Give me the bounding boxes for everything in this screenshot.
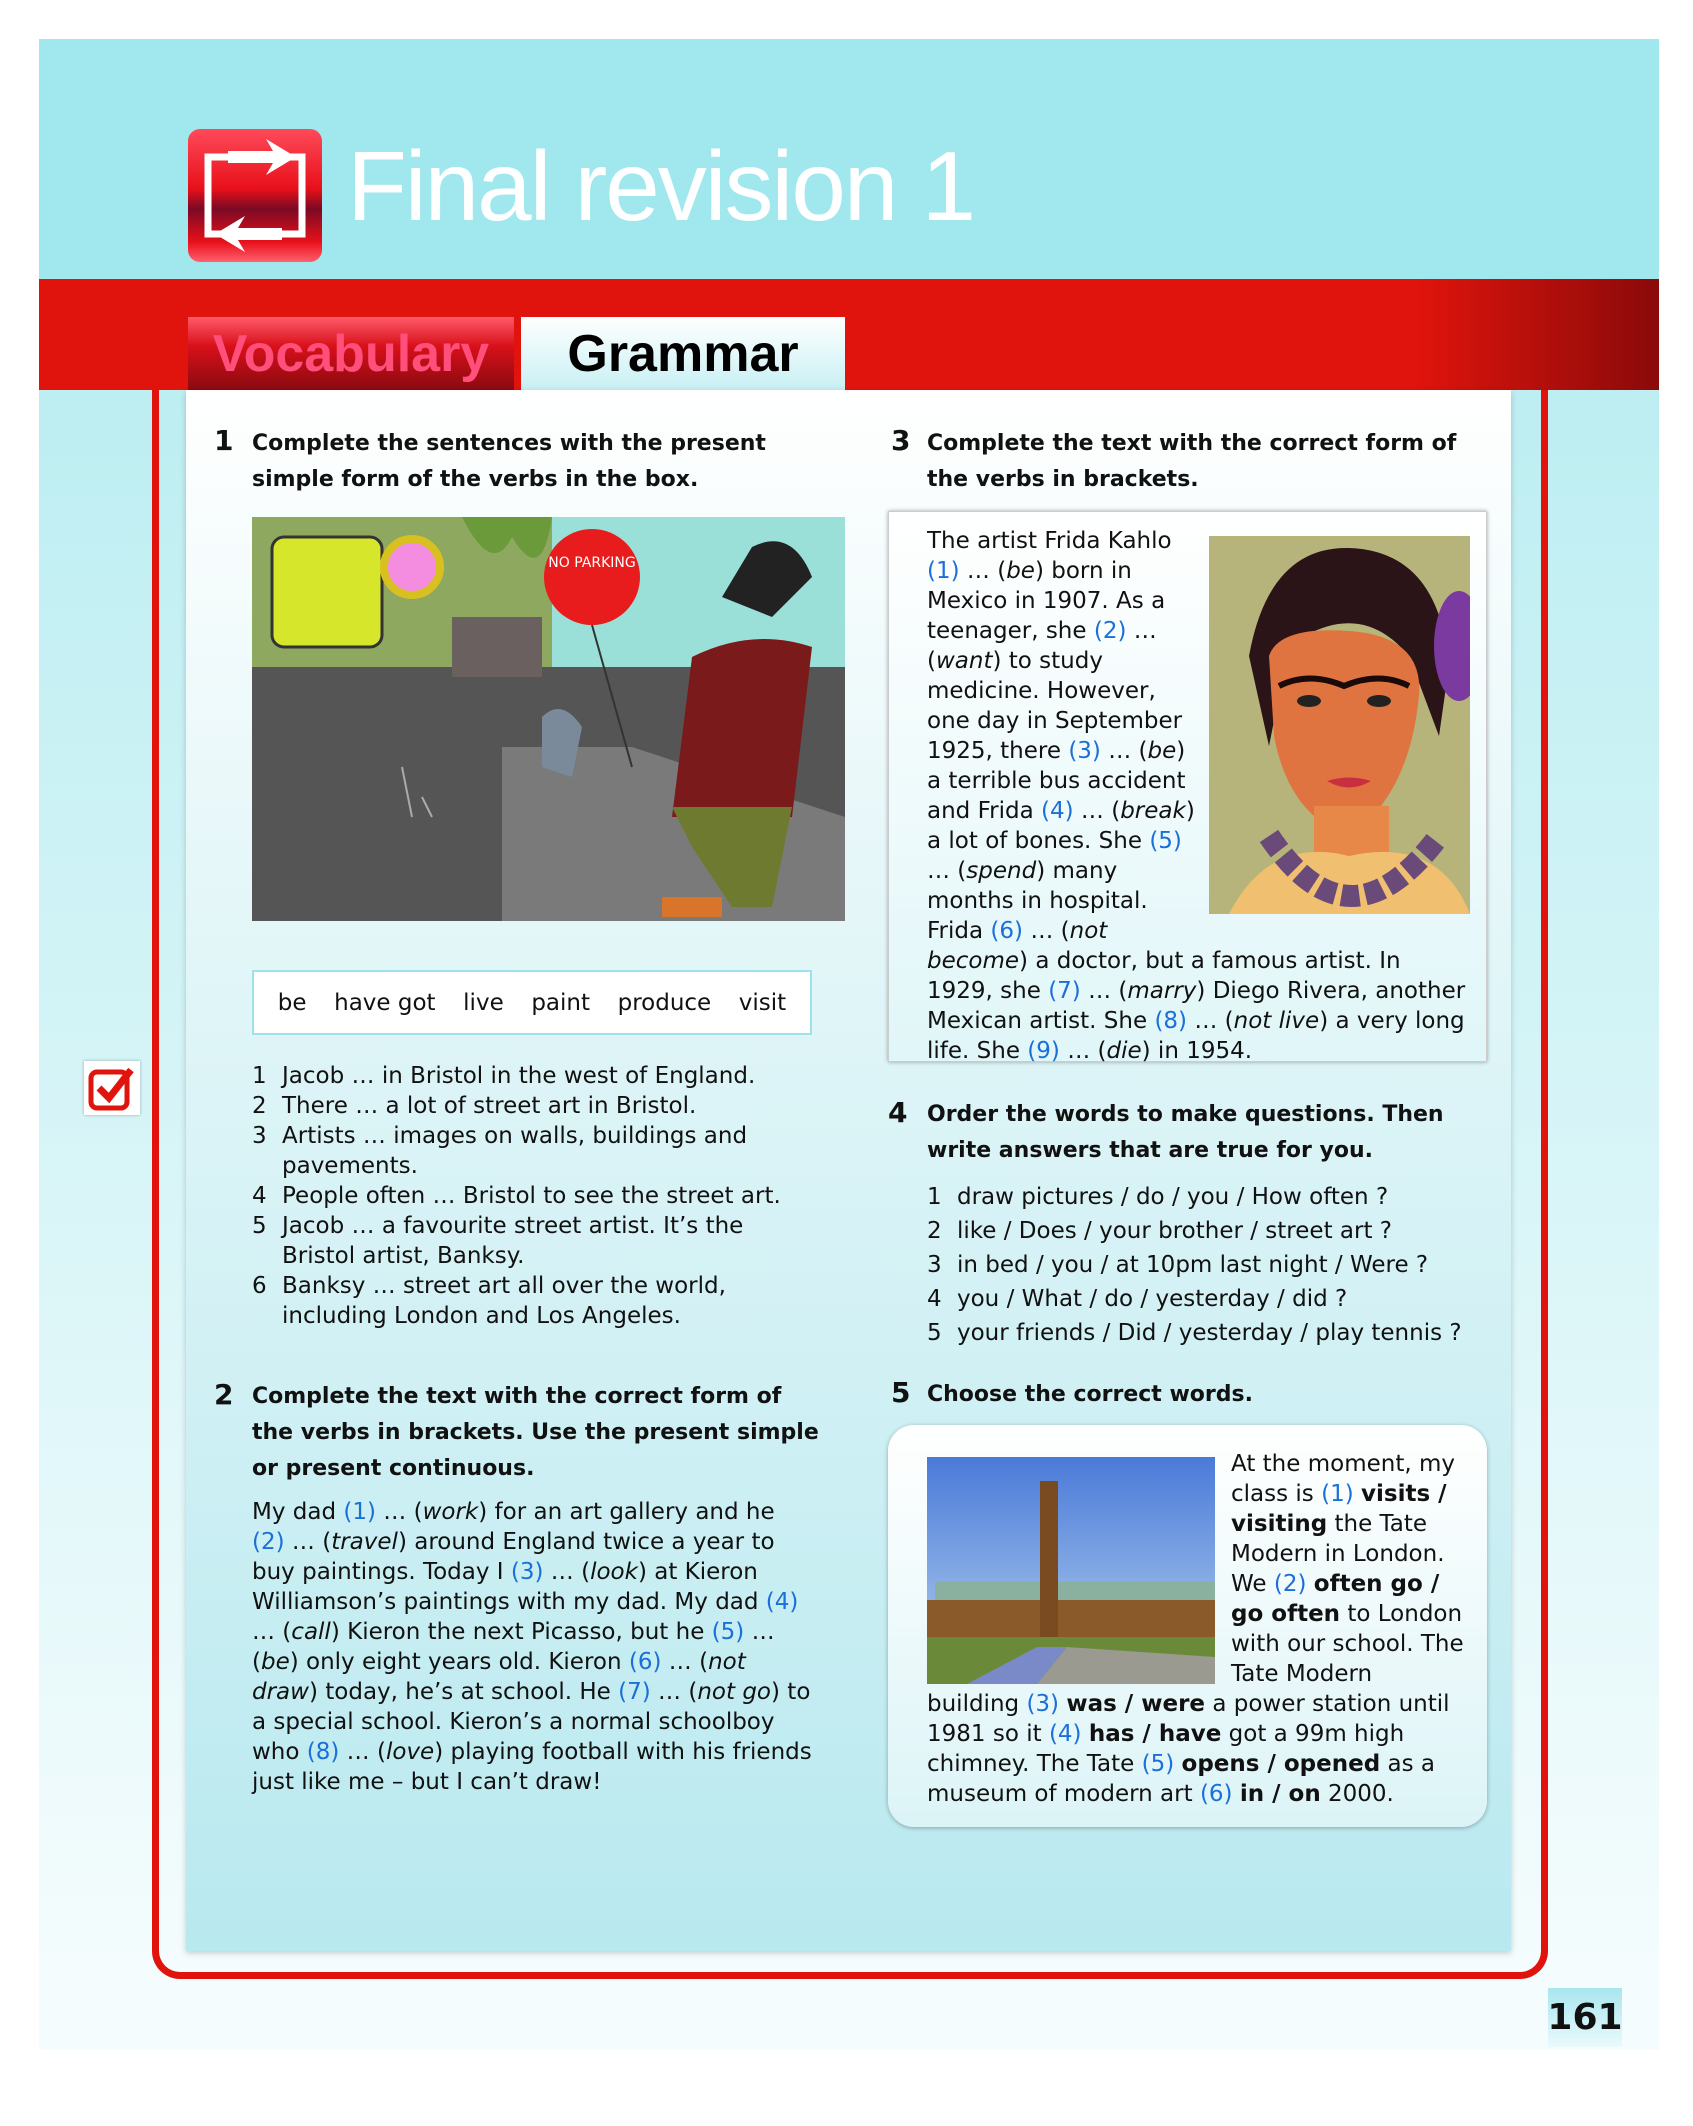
- text-segment: The artist Frida Kahlo: [927, 528, 1172, 554]
- item-text: Banksy … street art all over the world, including London and Los Angeles.: [282, 1273, 726, 1329]
- list-item: [252, 1181, 812, 1211]
- text-segment: ) a very long life. She: [927, 1008, 1465, 1064]
- text-segment: At the moment, my class is: [1231, 1451, 1455, 1507]
- exercise-4-items: [927, 1180, 1487, 1350]
- text-segment: ) at Kieron Williamson’s paintings with my dad. My dad: [252, 1559, 766, 1615]
- verb-prompt: not draw: [252, 1649, 746, 1705]
- item-number: 3: [252, 1123, 267, 1149]
- word-produce: produce: [617, 989, 712, 1016]
- text-segment: … (: [661, 1649, 709, 1675]
- text-segment: [1174, 1751, 1181, 1777]
- gap-number: (3): [1068, 738, 1101, 764]
- item-number: 1: [927, 1184, 942, 1210]
- text-segment: [1354, 1481, 1361, 1507]
- verb-prompt: be: [1147, 738, 1177, 764]
- item-text: in bed / you / at 10pm last night / Were ?: [957, 1252, 1429, 1278]
- tate-modern-text-box: [888, 1425, 1487, 1827]
- verb-prompt: travel: [331, 1529, 398, 1555]
- gap-number: (9): [1027, 1038, 1060, 1064]
- gap-number: (8): [306, 1739, 340, 1765]
- list-item: [927, 1282, 1487, 1316]
- answer-choice: has / have: [1088, 1721, 1222, 1747]
- gap-number: (4): [1041, 798, 1074, 824]
- item-number: 2: [252, 1093, 267, 1119]
- checkbox-icon: [84, 1061, 140, 1115]
- list-item: [252, 1271, 812, 1331]
- verb-prompt: love: [385, 1739, 435, 1765]
- text-segment: ) born in Mexico in 1907. As a teenager, she: [927, 558, 1166, 644]
- text-segment: [1306, 1571, 1313, 1597]
- list-item: [252, 1121, 812, 1181]
- verb-prompt: look: [590, 1559, 638, 1585]
- item-number: 6: [252, 1273, 267, 1299]
- tab-vocabulary[interactable]: Vocabulary: [188, 317, 514, 390]
- list-item: [252, 1091, 812, 1121]
- item-number: 5: [252, 1213, 267, 1239]
- page-title: Final revision 1: [347, 131, 975, 241]
- gap-number: (5): [1141, 1751, 1175, 1777]
- answer-choice: visits / visiting: [1231, 1481, 1447, 1537]
- gap-number: (4): [1048, 1721, 1082, 1747]
- verb-prompt: want: [935, 648, 993, 674]
- list-item: [927, 1180, 1487, 1214]
- text-segment: ) playing football with his friends just like me – but I can’t draw!: [252, 1739, 812, 1795]
- exercise-1-instruction: Complete the sentences with the present simple form of the verbs in the box.: [252, 431, 766, 492]
- list-item: [927, 1248, 1487, 1282]
- gap-number: (7): [618, 1679, 651, 1705]
- text-segment: to London with our school. The Tate Modern building: [927, 1601, 1464, 1717]
- text-segment: ) a doctor, but a famous artist. In 1929, she: [927, 948, 1401, 1004]
- text-segment: … (: [1059, 1038, 1107, 1064]
- item-text: you / What / do / yesterday / did ?: [957, 1286, 1348, 1312]
- text-segment: [1233, 1781, 1240, 1807]
- answer-choice: opens / opened: [1181, 1751, 1381, 1777]
- list-item: [927, 1214, 1487, 1248]
- text-segment: … (: [1023, 918, 1070, 944]
- text-segment: … (: [1073, 798, 1121, 824]
- text-segment: ) around England twice a year to buy paintings. Today I: [252, 1529, 775, 1585]
- gap-number: (7): [1048, 978, 1081, 1004]
- answer-choice: often go / go often: [1231, 1571, 1440, 1627]
- tab-grammar[interactable]: Grammar: [521, 317, 845, 390]
- text-segment: … (: [1187, 1008, 1234, 1034]
- verb-prompt: not go: [697, 1679, 772, 1705]
- word-be: be: [277, 989, 307, 1016]
- exercise-3-number: 3: [891, 424, 911, 457]
- exercise-4-instruction: Order the words to make questions. Then write answers that are true for you.: [927, 1102, 1444, 1163]
- item-text: People often … Bristol to see the street art.: [282, 1183, 781, 1209]
- exercise-2-instruction: Complete the text with the correct form of the verbs in brackets. Use the present simple or present continuous.: [252, 1384, 819, 1481]
- text-segment: … (: [927, 618, 1157, 674]
- text-segment: … (: [927, 858, 967, 884]
- text-segment: … (: [375, 1499, 423, 1525]
- word-box: [252, 970, 812, 1035]
- text-segment: … (: [543, 1559, 591, 1585]
- list-item: [252, 1061, 812, 1091]
- item-text: Jacob … in Bristol in the west of England.: [282, 1063, 756, 1089]
- verb-prompt: marry: [1127, 978, 1197, 1004]
- text-segment: … (: [252, 1619, 292, 1645]
- text-segment: ) many months in hospital. Frida: [927, 858, 1148, 944]
- text-segment: … (: [1100, 738, 1148, 764]
- text-segment: [1082, 1721, 1089, 1747]
- text-segment: My dad: [252, 1499, 344, 1525]
- text-segment: … (: [252, 1619, 775, 1675]
- item-number: 4: [927, 1286, 942, 1312]
- exercise-5-instruction: Choose the correct words.: [927, 1382, 1253, 1407]
- text-segment: ) in 1954.: [1141, 1038, 1253, 1064]
- gap-number: (2): [252, 1529, 285, 1555]
- exercise-2-number: 2: [214, 1378, 234, 1411]
- revision-cycle-icon: [188, 129, 322, 262]
- gap-number: (5): [1149, 828, 1182, 854]
- text-segment: … (: [339, 1739, 386, 1765]
- verb-prompt: spend: [966, 858, 1037, 884]
- text-segment: ) Kieron the next Picasso, but he: [330, 1619, 712, 1645]
- gap-number: (6): [1199, 1781, 1233, 1807]
- answer-choice: was / were: [1066, 1691, 1206, 1717]
- word-have-got: have got: [334, 989, 436, 1016]
- text-segment: ) a lot of bones. She: [927, 798, 1195, 854]
- text-segment: 2000.: [1320, 1781, 1394, 1807]
- no-parking-sign: NO PARKING: [548, 555, 636, 571]
- text-segment: ) to a special school. Kieron’s a normal schoolboy who: [252, 1679, 811, 1765]
- exercise-4-number: 4: [888, 1096, 908, 1129]
- item-text: your friends / Did / yesterday / play tennis ?: [957, 1320, 1462, 1346]
- answer-choice: in / on: [1239, 1781, 1321, 1807]
- exercise-1-number: 1: [214, 424, 234, 457]
- gap-number: (6): [628, 1649, 662, 1675]
- item-number: 3: [927, 1252, 942, 1278]
- text-segment: ) a terrible bus accident and Frida: [927, 738, 1186, 824]
- text-segment: … (: [650, 1679, 698, 1705]
- frida-kahlo-portrait: [1209, 536, 1470, 914]
- gap-number: (2): [1273, 1571, 1307, 1597]
- text-segment: a power station until 1981 so it: [927, 1691, 1450, 1747]
- gap-number: (2): [1093, 618, 1127, 644]
- list-item: [252, 1211, 812, 1271]
- text-segment: ) for an art gallery and he: [478, 1499, 775, 1525]
- gap-number: (1): [1321, 1481, 1354, 1507]
- gap-number: (1): [343, 1499, 376, 1525]
- item-number: 5: [927, 1320, 942, 1346]
- gap-number: (6): [990, 918, 1024, 944]
- gap-number: (8): [1154, 1008, 1188, 1034]
- text-segment: … (: [284, 1529, 332, 1555]
- text-segment: ) today, he’s at school. He: [308, 1679, 619, 1705]
- verb-prompt: die: [1106, 1038, 1142, 1064]
- gap-number: (5): [711, 1619, 745, 1645]
- item-number: 1: [252, 1063, 267, 1089]
- exercise-1-items: [252, 1061, 812, 1331]
- exercise-2-text: [252, 1497, 812, 1797]
- verb-prompt: not live: [1233, 1008, 1320, 1034]
- item-number: 2: [927, 1218, 942, 1244]
- text-segment: … (: [959, 558, 1007, 584]
- word-live: live: [463, 989, 504, 1016]
- list-item: [927, 1316, 1487, 1350]
- item-text: Jacob … a favourite street artist. It’s the Bristol artist, Banksy.: [282, 1213, 744, 1269]
- page-number: 161: [1548, 1988, 1622, 2047]
- verb-prompt: work: [422, 1499, 479, 1525]
- item-text: Artists … images on walls, buildings and pavements.: [282, 1123, 748, 1179]
- verb-prompt: not become: [927, 918, 1108, 974]
- gap-number: (3): [510, 1559, 544, 1585]
- verb-prompt: be: [260, 1649, 290, 1675]
- item-text: draw pictures / do / you / How often ?: [957, 1184, 1389, 1210]
- tate-modern-photo: [927, 1457, 1215, 1684]
- text-segment: as a museum of modern art: [927, 1751, 1435, 1807]
- text-segment: ) only eight years old. Kieron: [289, 1649, 629, 1675]
- word-paint: paint: [531, 989, 590, 1016]
- text-segment: … (: [1080, 978, 1128, 1004]
- gap-number: (1): [927, 558, 960, 584]
- verb-prompt: be: [1006, 558, 1035, 584]
- frida-kahlo-text-box: [888, 511, 1487, 1062]
- verb-prompt: call: [291, 1619, 331, 1645]
- gap-number: (3): [1026, 1691, 1060, 1717]
- gap-number: (4): [765, 1589, 799, 1615]
- street-art-illustration: [252, 517, 845, 921]
- item-text: like / Does / your brother / street art ?: [957, 1218, 1392, 1244]
- word-visit: visit: [738, 989, 787, 1016]
- item-text: There … a lot of street art in Bristol.: [282, 1093, 697, 1119]
- text-segment: got a 99m high chimney. The Tate: [927, 1721, 1405, 1777]
- exercise-5-number: 5: [891, 1376, 911, 1409]
- exercise-3-instruction: Complete the text with the correct form of the verbs in brackets.: [927, 431, 1457, 492]
- item-number: 4: [252, 1183, 267, 1209]
- text-segment: ) Diego Rivera, another Mexican artist. She: [927, 978, 1466, 1034]
- text-segment: ) to study medicine. However, one day in September 1925, there: [927, 648, 1183, 764]
- verb-prompt: break: [1120, 798, 1186, 824]
- text-segment: the Tate Modern in London. We: [1231, 1511, 1445, 1597]
